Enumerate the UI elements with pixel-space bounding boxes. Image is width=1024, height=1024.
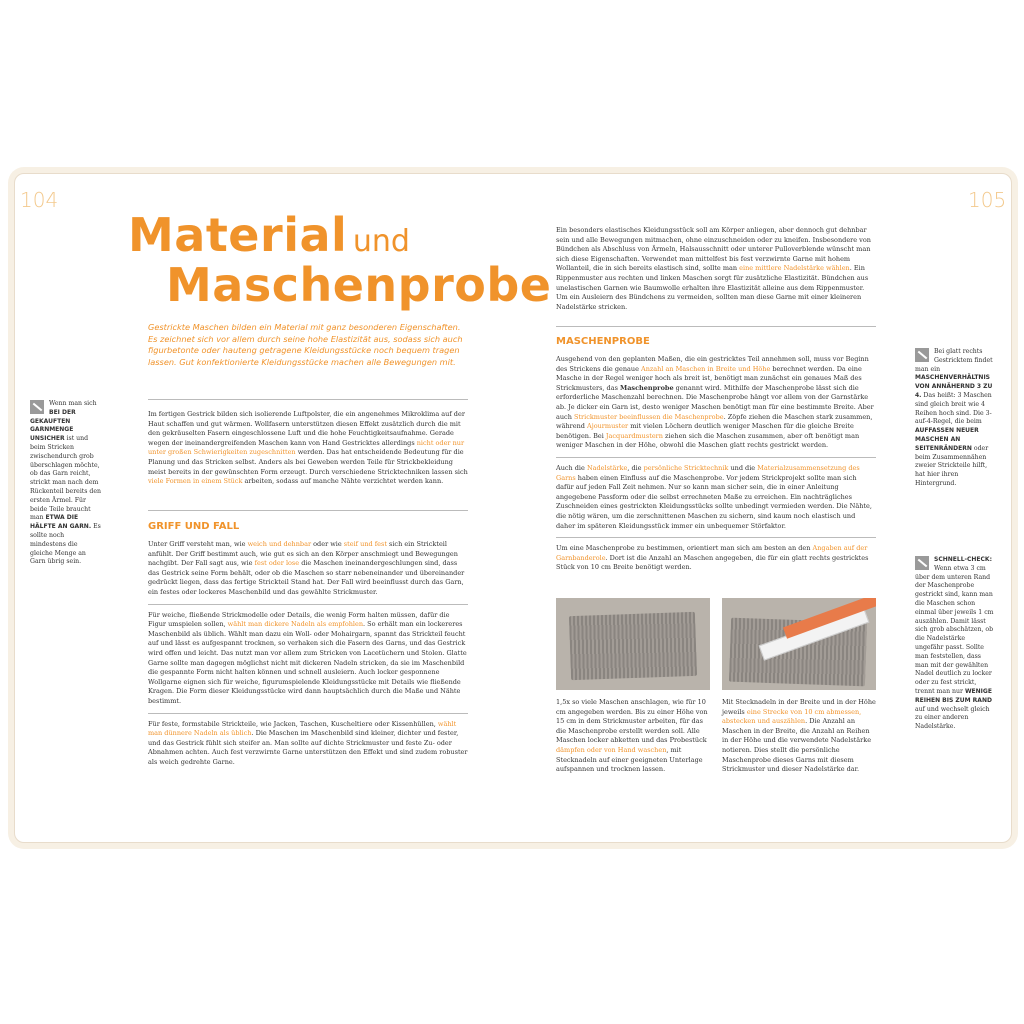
text: haben einen Einfluss auf die Maschenprobe. Vor jedem Strickprojekt sollte man sich dafür auf jeden Fall Zeit nehmen. Nur so kann man sicher sein, die in einer Anleitung angegebene Passform oder die selbst errechneten Maße zu erreichen. Ein nachträgliches Zuschneiden eines gestrickten Kleidungsstücks sollte unbedingt vermieden werden. Die Nähte, die nötig wären, um die zerschnittenen Maschen zu sichern, sind kaum noch elastisch und daher im späteren Kleidungsstück immer ein unbequemer Störfaktor. — [556, 473, 872, 530]
text: , mit Stecknadeln auf einer geeigneten Unterlage aufspannen und trocknen lassen. — [556, 745, 703, 774]
divider — [148, 604, 468, 605]
text: . Dort ist die Anzahl an Maschen angegeben, die für ein glatt rechts gestricktes Stück von 10 cm Breite benötigt werden. — [556, 553, 869, 572]
highlight: dämpfen oder von Hand waschen — [556, 745, 667, 754]
needle-icon — [915, 556, 929, 570]
knitting-swatch-photo — [556, 598, 710, 690]
divider — [556, 537, 876, 538]
text: Unter Griff versteht man, wie — [148, 540, 248, 548]
text: Für weiche, fließende Strickmodelle oder Details, die wenig Form halten müssen, dafür die Figur umspielen sollen, — [148, 610, 450, 629]
divider — [148, 399, 468, 400]
page-number-right: 105 — [968, 188, 1007, 212]
highlight: Jacquardmustern — [605, 431, 663, 440]
paragraph — [556, 464, 876, 531]
title-line2: Maschenprobe — [166, 258, 552, 312]
note-text: Wenn man sich — [49, 400, 97, 407]
highlight: steif und fest — [343, 540, 387, 548]
highlight: wählt man dickere Nadeln als empfohlen — [227, 620, 364, 629]
heading-maschenprobe: MASCHENPROBE — [556, 336, 650, 347]
text: Ausgehend von den geplanten Maßen, die ein gestricktes Teil annehmen soll, muss vor Beginn des Strickens die genaue — [556, 355, 869, 373]
note-text: auf und wechselt gleich zu einer anderen Nadelstärke. — [915, 705, 990, 731]
text: berechnet werden. Da eine Masche in der Regel weniger hoch als breit ist, benötigt man zunächst ein genaues Maß des Strickmusters, das — [556, 364, 862, 392]
paragraph — [148, 410, 468, 487]
text: . Zöpfe ziehen die Maschen stark zusammen, während — [556, 412, 873, 431]
highlight: eine mittlere Nadelstärke wählen — [739, 264, 850, 273]
text: ziehen sich die Maschen zusammen, aber oft benötigt man weniger Maschen in der Höhe, obwohl die Maschen glatt rechts gestrickt werden. — [556, 431, 860, 450]
divider — [556, 326, 876, 327]
note-bold: AUFFASSEN NEUER MASCHEN AN SEITENRÄNDERN — [915, 427, 979, 452]
text: oder wie — [311, 540, 344, 548]
paragraph — [556, 544, 876, 573]
note-text: Das heißt: 3 Maschen sind gleich breit wie 4 Reihen hoch sind. Die 3-auf-4-Regel, die beim — [915, 391, 992, 426]
needle-icon — [915, 348, 929, 362]
highlight: weich und dehnbar — [247, 540, 312, 548]
title-line1: Material — [128, 208, 348, 262]
note-text: oder beim Zusammennähen zweier Strickteile hilft, hat hier ihren Hintergrund. — [915, 444, 989, 487]
column-1-body — [148, 540, 468, 773]
paragraph — [556, 355, 876, 451]
bold-term: Maschenprobe — [620, 383, 674, 392]
text: Im fertigen Gestrick bilden sich isolierende Luftpolster, die ein angenehmes Mikroklima auf der Haut schaffen und gut wärmen. Wollfasern unterstützen diesen Effekt zusätzlich durch die mit den gekräuselten Fasern eingeschlossene Luft und die hohe Feuchtigkeitsaufnahme. Gerade wegen der ineinandergreifenden Maschen kann von Hand Gestricktes allerdings — [148, 410, 465, 447]
note-text: Bei glatt rechts Gestricktem findet man ein — [915, 348, 993, 373]
text: Mit Stecknadeln in der Breite und in der Höhe jeweils — [722, 698, 876, 716]
text: . So erhält man ein lockereres Maschenbild als üblich. Wählt man dazu ein Woll- oder Mohairgarn, spannt das Strickteil feucht auf und lässt es aufgespannt trocknen, so verhaken sich die Fasern des Garns, und das Gestrick wird offen und leicht. Das nutzt man vor allem zum Stricken von Lacetüchern und Stolen. Glatte Garne sollte man dagegen möglichst nicht mit dickeren Nadeln stricken, da sie im Maschenbild die gespannte Form nicht halten können und schnell ausleiern. Auch locker gesponnene Wollgarne eignen sich für weiche, figurumspielende Kleidungsstücke mit Details wie fließende Kragen. Die Form dieser Kleidungsstücke wird dann hauptsächlich durch die Maße und Nähte bestimmt. — [148, 620, 467, 705]
text: . Ein Rippenmuster aus rechten und linken Maschen sorgt für zusätzliche Elastizität. Bündchen aus unelastischen Garnen wie Baumwolle erhalten ihre Elastizität alleine aus dem Rippenmuster. Um ein Ausleiern des Bündchens zu vermeiden, sollten man diese Garne mit einer kleineren Nadelstärke stricken. — [556, 264, 869, 311]
note-text: Wenn etwa 3 cm über dem unteren Rand der Maschenprobe gestrickt sind, kann man die Maschen schon einmal über jeweils 1 cm auszählen. Damit lässt sich grob abschätzen, ob die Nadelstärke ungefähr passt. Sollte man feststellen, dass man mit der gewählten Nadel deutlich zu locker oder zu fest strickt, trennt man nur — [915, 564, 994, 695]
note-bold: BEI DER GEKAUFTEN GARNMENGE UNSICHER — [30, 408, 76, 443]
text: werden. Das hat entscheidende Bedeutung für die Planung und das Stricken selbst. Anders als bei Geweben werden Teile für Strickbekleidung meist bereits in der gewünschten Form erzeugt. Durch verschiedene Stricktechniken lassen sich — [148, 448, 468, 476]
photo-caption-right — [722, 698, 876, 775]
divider — [148, 713, 468, 714]
text: Für feste, formstabile Strickteile, wie Jacken, Taschen, Kuscheltiere oder Kissenhüllen, — [148, 719, 438, 728]
paragraph — [148, 611, 468, 707]
side-note-left — [30, 400, 102, 567]
paragraph — [148, 720, 468, 768]
title-und: und — [352, 224, 410, 259]
note-bold: SCHNELL-CHECK: — [934, 556, 992, 563]
text: genannt wird. Mithilfe der Maschenprobe lässt sich die erforderliche Maschenzahl berechnen. Die Maschenprobe hängt vor allem von der Garnstärke ab. Je dicker ein Garn ist, desto weniger Maschen benötigt man für eine bestimmte Breite. Aber auch — [556, 383, 874, 421]
swatch-measuring-photo — [722, 598, 876, 690]
highlight: Ajourmuster — [587, 422, 629, 431]
divider — [556, 457, 876, 458]
knit-swatch — [569, 612, 697, 680]
text: . Die Anzahl an Maschen in der Breite, die Anzahl an Reihen in der Höhe und die verwendete Nadelstärke notieren. Dies stellt die persönliche Maschenprobe dieses Garns mit diesem Strickmuster und dieser Nadelstärke dar. — [722, 717, 872, 774]
note-bold: ETWA DIE HÄLFTE AN GARN. — [30, 514, 92, 531]
column-2-intro — [556, 226, 876, 318]
highlight: fest oder lose — [254, 559, 300, 568]
highlight: Angaben auf der Garnbanderole — [556, 544, 868, 562]
heading-griff-und-fall: GRIFF UND FALL — [148, 521, 240, 532]
highlight: nicht oder nur unter großen Schwierigkeiten zugeschnitten — [148, 438, 465, 457]
column-1-intro — [148, 410, 468, 493]
paragraph — [148, 540, 468, 598]
page-title — [128, 208, 552, 312]
text: die Maschen ineinandergeschlungen sind, dass das Gestrick seine Form behält, oder ob die Maschen so starr nebeneinander und übereinander gedrückt liegen, dass das fertige Strickteil Stand hat. Der Fall wird beeinflusst durch das Garn, ein festes oder lockeres Maschenbild und das gewählte Strickmuster. — [148, 559, 465, 596]
text: mit vielen Löchern deutlich weniger Maschen für die gleiche Breite benötigen. Bei — [556, 422, 854, 440]
text: Ein besonders elastisches Kleidungsstück soll am Körper anliegen, aber dennoch gut dehnbar sein und alle Bewegungen mitmachen, ohne einzuschneiden oder zu kneifen. Insbesondere von Bündchen als Abschluss von Ärmeln, Halsausschnitt oder unterer Pulloverblende wünscht man sich diese Eigenschaften. Verwendet man mittelfest bis fest verzwirnte Garne mit hohem Wollanteil, die in sich bereits elastisch sind, sollte man — [556, 226, 871, 273]
text: und die — [728, 463, 758, 472]
intro-text: Gestrickte Maschen bilden ein Material mit ganz besonderen Eigenschaften. Es zeichnet sich vor allem durch seine hohe Elastizität aus, sodass sich auch figurbetonte oder hauteng getragene Kleidungsstücke noch bequem tragen lassen. Gut konfektionierte Kleidungsstücke machen alle Bewegungen mit. — [148, 322, 463, 367]
note-bold: WENIGE REIHEN BIS ZUM RAND — [915, 687, 992, 704]
highlight: Strickmuster beeinflussen die Maschenprobe — [573, 412, 724, 421]
text: sich ein Strickteil anfühlt. Der Griff bestimmt auch, wie gut es sich an den Körper anschmiegt und Bewegungen nachgibt. Der Fall sagt aus, wie — [148, 540, 458, 568]
page-number-left: 104 — [20, 188, 59, 212]
photo-caption-left — [556, 698, 710, 775]
highlight: Anzahl an Maschen in Breite und Höhe — [641, 364, 771, 373]
highlight: viele Formen in einem Stück — [148, 477, 243, 486]
note-text: ist und beim Stricken zwischendurch grob überschlagen möchte, ob das Garn reicht, strickt man nach dem Rückenteil bereits den ersten Ärmel. Für beide Teile braucht man — [30, 435, 102, 522]
side-note-right-2 — [915, 556, 995, 732]
divider — [148, 510, 468, 511]
highlight: Nadelstärke — [586, 463, 628, 472]
text: arbeiten, sodass auf manche Nähte verzichtet werden kann. — [242, 477, 444, 486]
text: . Die Maschen im Maschenbild sind kleiner, dichter und fester, und das Gestrick fühlt sich steifer an. Man sollte auf dichte Strickmuster und feste Zu- oder Abnahmen achten. Auch fest verzwirnte Garne unterstützen den Effekt und sind zudem robuster als weich gedrehte Garne. — [148, 729, 468, 766]
highlight: Materialzusammensetzung des Garns — [556, 463, 860, 482]
text: , die — [627, 463, 644, 472]
side-note-right-1 — [915, 348, 995, 489]
highlight: eine Strecke von 10 cm abmessen, abstecken und auszählen — [722, 707, 862, 726]
column-2-body — [556, 355, 876, 579]
needle-icon — [30, 400, 44, 414]
text: Um eine Maschenprobe zu bestimmen, orientiert man sich am besten an den — [556, 544, 813, 553]
note-text: Es sollte noch mindestens die gleiche Menge an Garn übrig sein. — [30, 523, 101, 566]
highlight: wählt man dünnere Nadeln als üblich — [148, 719, 457, 738]
paragraph — [556, 226, 876, 312]
highlight: persönliche Stricktechnik — [643, 463, 729, 472]
note-bold: MASCHENVERHÄLTNIS VON ANNÄHERND 3 ZU 4. — [915, 374, 993, 399]
text: 1,5x so viele Maschen anschlagen, wie für 10 cm angegeben werden. Bis zu einer Höhe von 15 cm in dem Strickmuster arbeiten, für das die Maschenprobe erstellt werden soll. Alle Maschen locker abketten und das Probestück — [556, 698, 708, 745]
text: Auch die — [556, 463, 587, 472]
